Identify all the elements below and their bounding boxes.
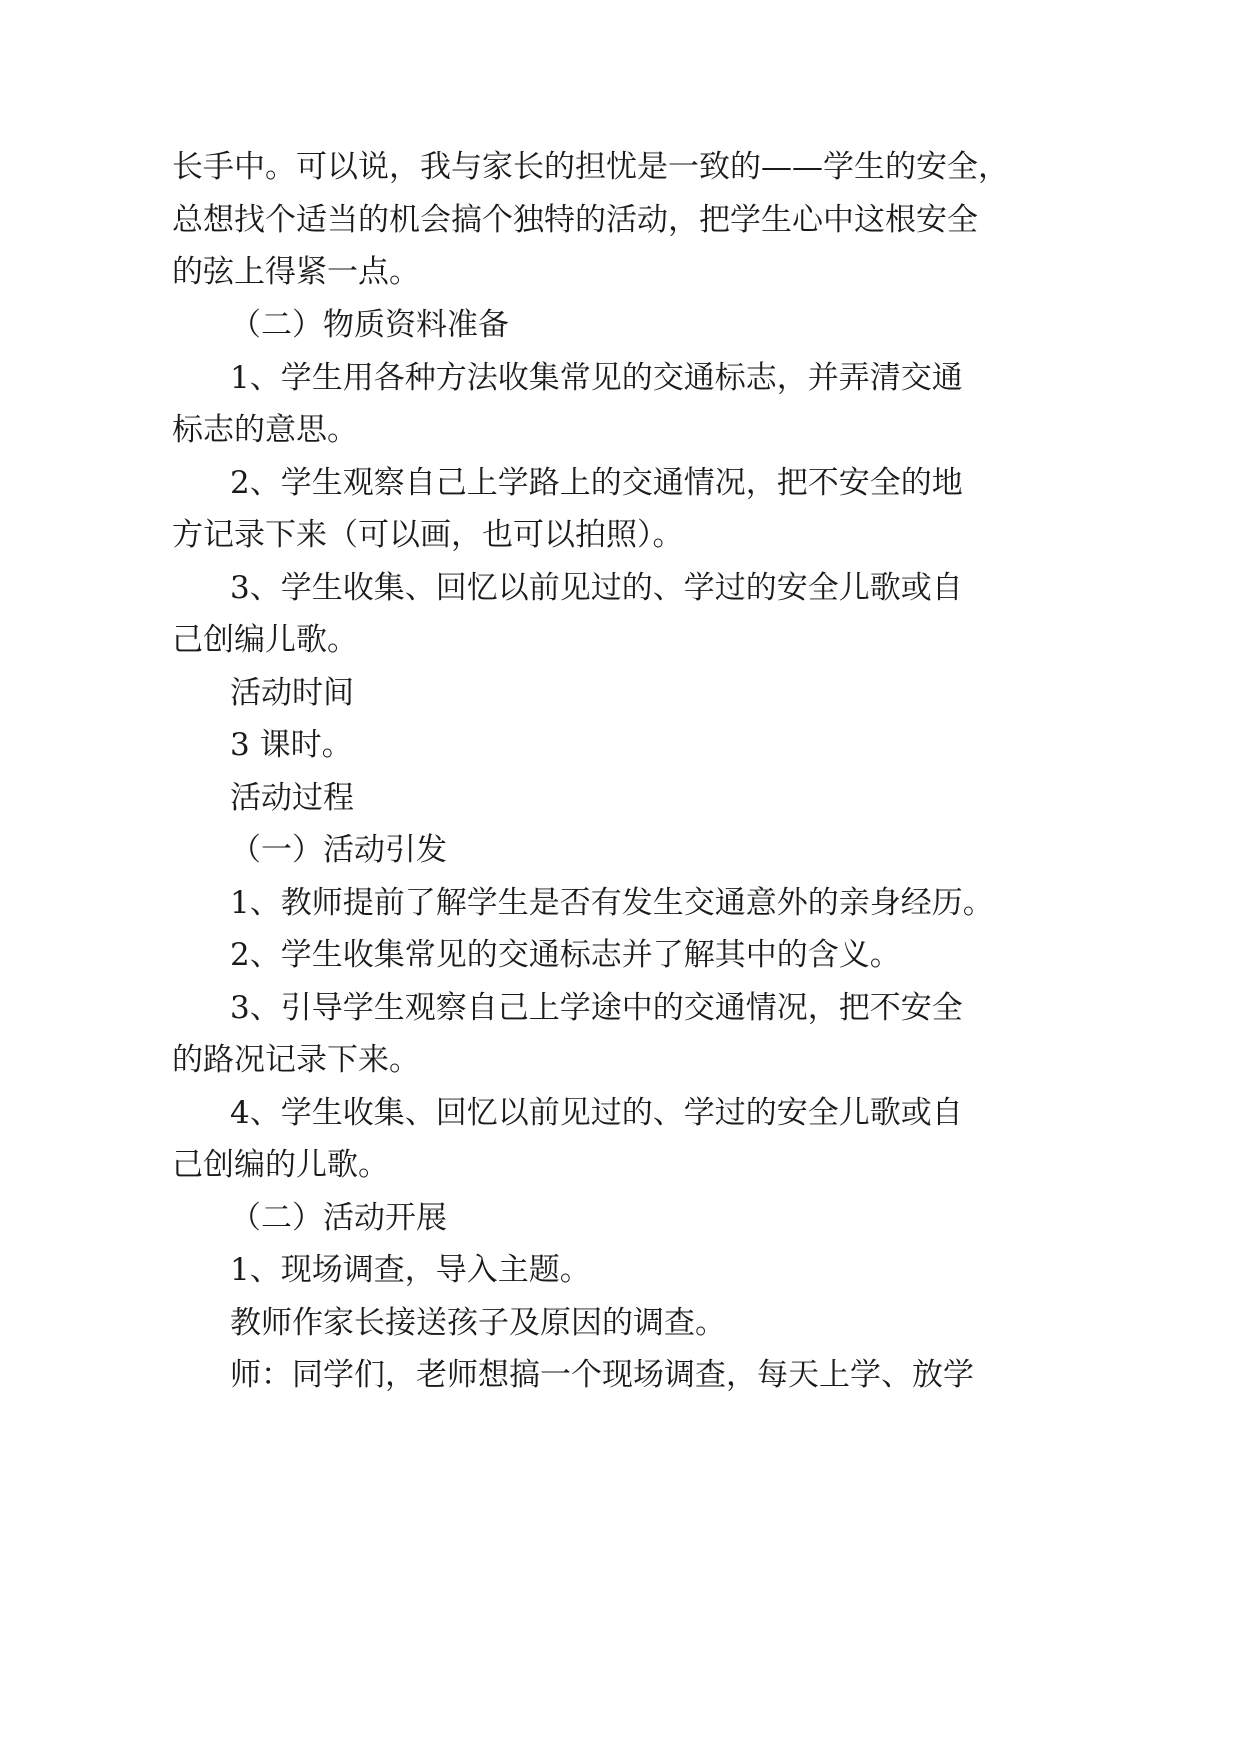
list-item: 2、学生观察自己上学路上的交通情况，把不安全的地	[230, 465, 963, 501]
text-line: 己创编的儿歌。	[172, 1147, 389, 1183]
text-line: 方记录下来（可以画，也可以拍照）。	[172, 517, 684, 553]
text-line: 总想找个适当的机会搞个独特的活动，把学生心中这根安全	[172, 202, 978, 238]
list-item: 1、学生用各种方法收集常见的交通标志，并弄清交通	[230, 360, 963, 396]
text-line: 的路况记录下来。	[172, 1042, 420, 1078]
text-line: 3 课时。	[230, 727, 353, 763]
section-heading: （二）物质资料准备	[230, 307, 509, 343]
list-item: 1、教师提前了解学生是否有发生交通意外的亲身经历。	[230, 885, 994, 921]
text-line: 的弦上得紧一点。	[172, 254, 420, 290]
section-heading: （二）活动开展	[230, 1200, 447, 1236]
section-heading: 活动时间	[230, 675, 354, 711]
section-heading: （一）活动引发	[230, 832, 447, 868]
section-heading: 活动过程	[230, 780, 354, 816]
list-item: 1、现场调查，导入主题。	[230, 1252, 591, 1288]
text-line: 己创编儿歌。	[172, 622, 358, 658]
list-item: 3、引导学生观察自己上学途中的交通情况，把不安全	[230, 990, 963, 1026]
text-line: 长手中。可以说，我与家长的担忧是一致的——学生的安全，	[172, 149, 1009, 185]
text-line: 师：同学们，老师想搞一个现场调查，每天上学、放学	[230, 1357, 974, 1393]
list-item: 3、学生收集、回忆以前见过的、学过的安全儿歌或自	[230, 570, 963, 606]
list-item: 4、学生收集、回忆以前见过的、学过的安全儿歌或自	[230, 1095, 963, 1131]
text-line: 教师作家长接送孩子及原因的调查。	[230, 1305, 726, 1341]
text-line: 标志的意思。	[172, 412, 358, 448]
list-item: 2、学生收集常见的交通标志并了解其中的含义。	[230, 937, 901, 973]
